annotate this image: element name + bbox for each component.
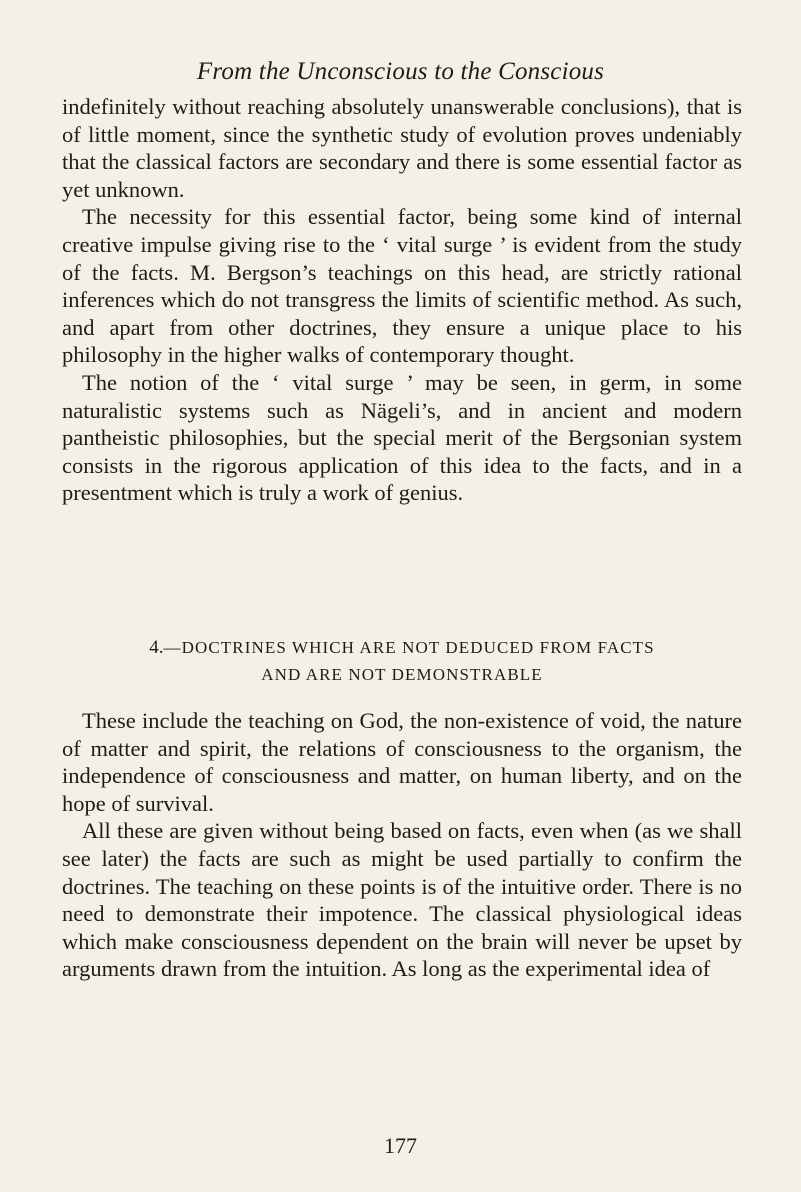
section-title-line-1: —DOCTRINES WHICH ARE NOT DEDUCED FROM FACTS: [163, 638, 655, 657]
paragraph: All these are given without being based on facts, even when (as we shall see later) the facts are such as might be used partially to confirm the doctrines. The teaching on these points is of the intuitive order. There is no need to demonstrate their impotence. The classical physiological ideas which make consciousness dependent on the brain will never be upset by arguments drawn from the intuition. As long as the experimental idea of: [62, 818, 742, 982]
section-title-line-2: AND ARE NOT DEMONSTRABLE: [261, 665, 543, 684]
section-number: 4.: [149, 637, 164, 658]
page-number: 177: [384, 1133, 417, 1158]
running-head: From the Unconscious to the Conscious: [196, 58, 605, 85]
paragraph-continuation: indefinitely without reaching absolutely unanswerable conclusions), that is of little moment, since the synthetic study of evolution proves undeniably that the classical factors are secondary and there is some essential factor as yet unknown.: [62, 94, 742, 202]
text-block-lower: [62, 707, 742, 983]
paragraph: The notion of the ‘ vital surge ’ may be seen, in germ, in some naturalistic systems such as Nägeli’s, and in ancient and modern pantheistic philosophies, but the special merit of the Bergsonian system consists in the rigorous application of this idea to the facts, and in a presentment which is truly a work of genius.: [62, 369, 742, 506]
section-heading: [62, 634, 742, 688]
paragraph: The necessity for this essential factor, being some kind of internal creative impulse giving rise to the ‘ vital surge ’ is evident from the study of the facts. M. Bergson’s teachings on this head, are strictly rational inferences which do not transgress the limits of scientific method. As such, and apart from other doctrines, they ensure a unique place to his philosophy in the higher walks of contemporary thought.: [62, 204, 742, 368]
paragraph: These include the teaching on God, the non-existence of void, the nature of matter and spirit, the relations of consciousness to the organism, the independence of consciousness and matter, on human liberty, and on the hope of survival.: [62, 708, 742, 816]
section-heading-line-1: [62, 634, 742, 661]
text-block-upper: [62, 93, 742, 507]
